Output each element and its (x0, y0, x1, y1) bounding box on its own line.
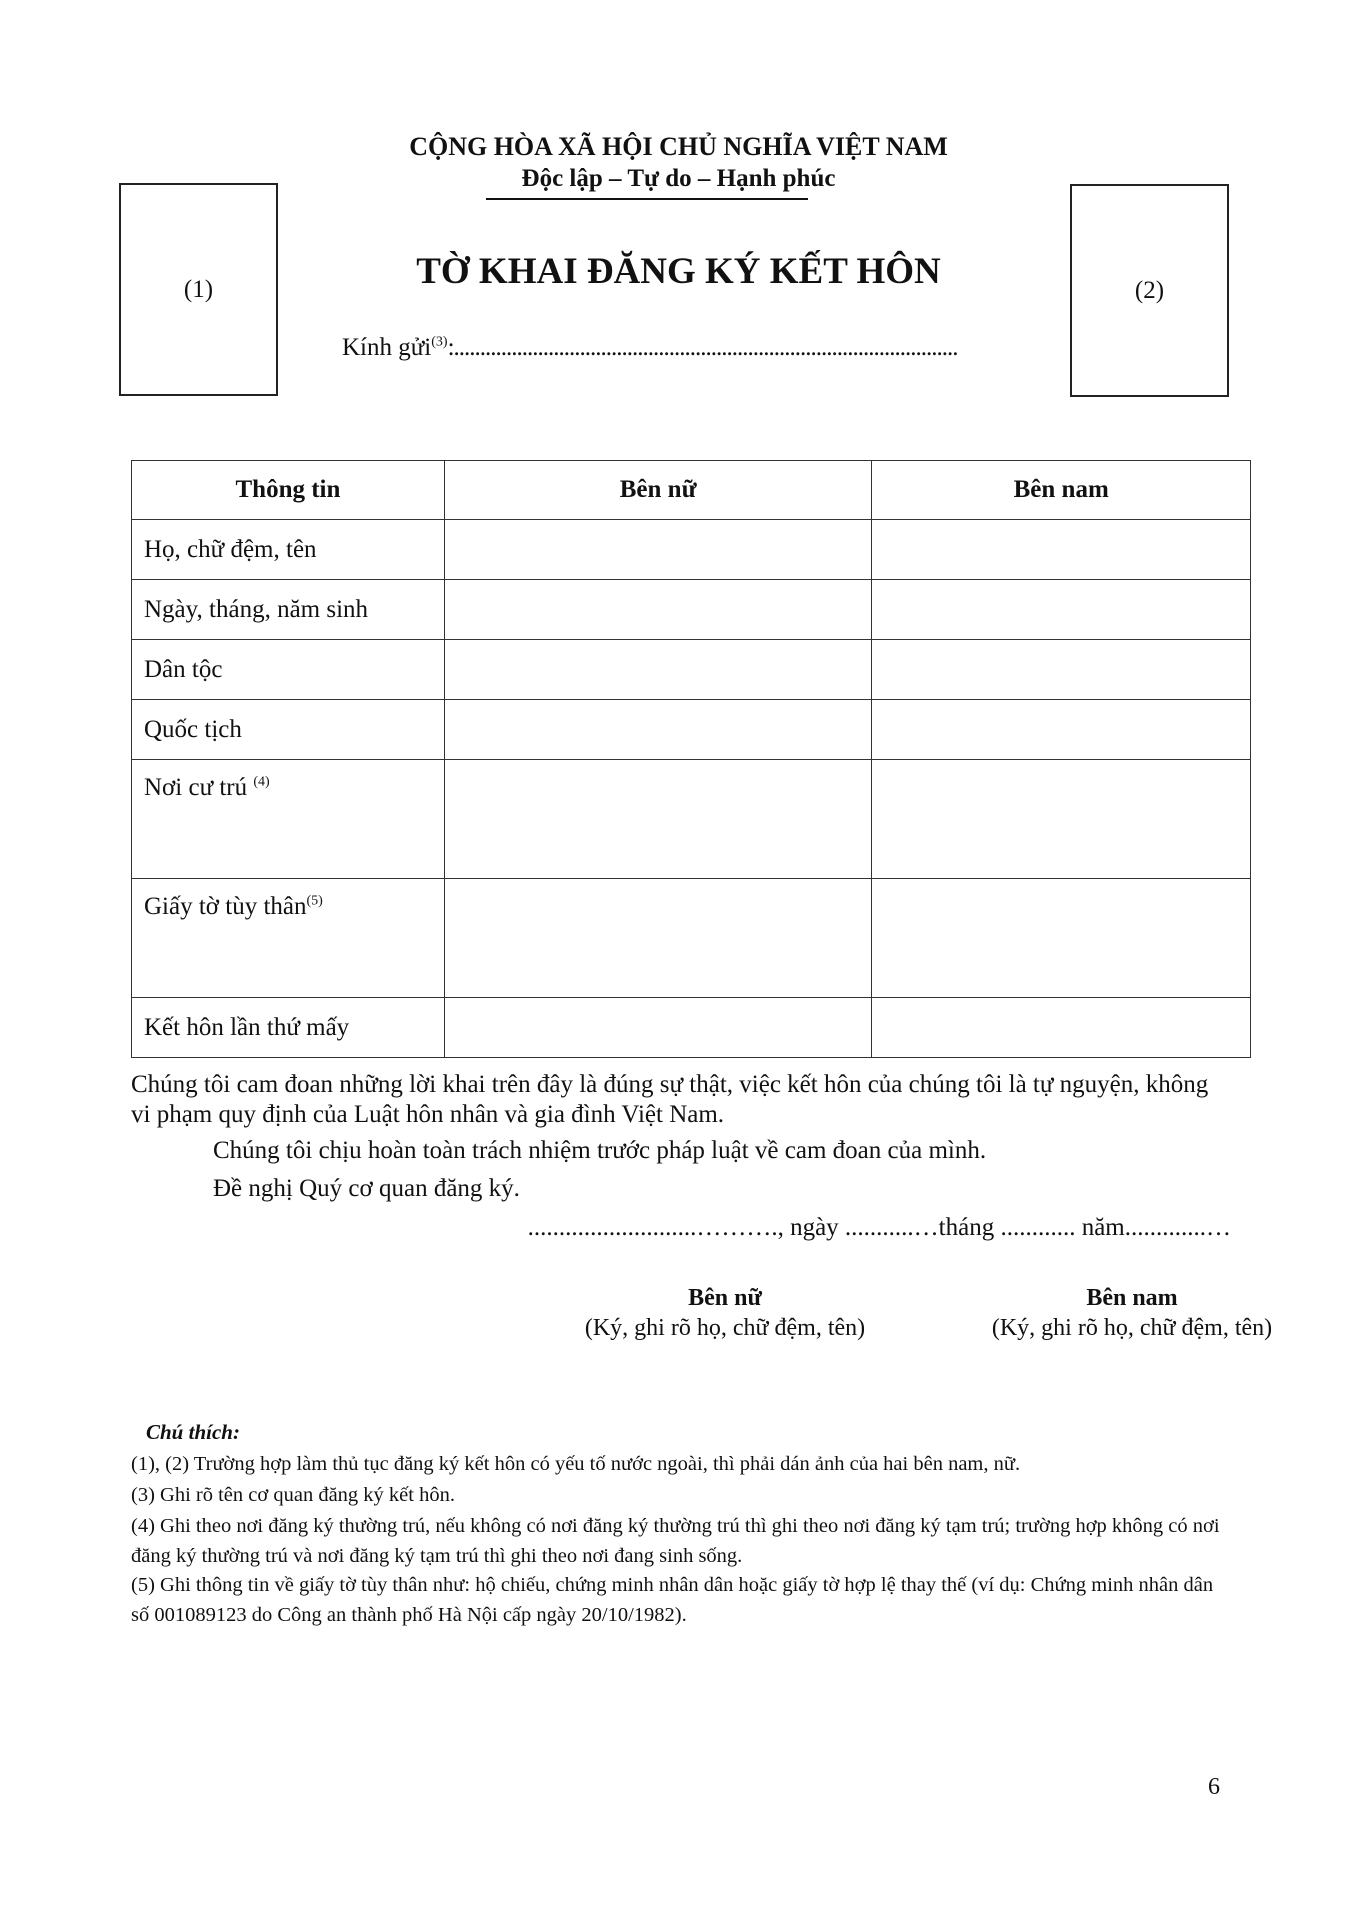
male-cell[interactable] (872, 700, 1251, 760)
header-male: Bên nam (872, 461, 1251, 520)
greeting-footnote-ref: (3) (431, 334, 448, 350)
note-2: (3) Ghi rõ tên cơ quan đăng ký kết hôn. (131, 1484, 455, 1506)
table-row (132, 760, 1251, 879)
male-signature-block[interactable] (952, 1283, 1312, 1343)
male-cell[interactable] (872, 760, 1251, 879)
motto-underline (486, 198, 808, 200)
female-cell[interactable] (444, 520, 872, 580)
row-footnote-ref: (4) (253, 774, 270, 790)
male-cell[interactable] (872, 580, 1251, 640)
female-signature-block[interactable] (545, 1283, 905, 1343)
greeting-label: Kính gửi (342, 334, 432, 361)
row-label (132, 998, 445, 1058)
row-label-text: Kết hôn lần thứ mấy (144, 1013, 350, 1041)
male-cell[interactable] (872, 879, 1251, 998)
male-signature-note: (Ký, ghi rõ họ, chữ đệm, tên) (991, 1315, 1273, 1341)
table-header-row (132, 461, 1251, 520)
greeting-fill-line[interactable]: :................................................................................................ (447, 334, 958, 361)
declaration-paragraph: Chúng tôi cam đoan những lời khai trên đây là đúng sự thật, việc kết hôn của chúng tôi là tự nguyện, không vi phạm quy định của Luật hôn nhân và gia đình Việt Nam. (131, 1071, 1209, 1128)
table-row (132, 998, 1251, 1058)
male-cell[interactable] (872, 640, 1251, 700)
row-label (132, 520, 445, 580)
note-3: (4) Ghi theo nơi đăng ký thường trú, nếu không có nơi đăng ký thường trú thì ghi theo nơi đăng ký tạm trú; trường hợp không có nơi đăng ký thường trú và nơi đăng ký tạm trú thì ghi theo nơi đang sinh sống. (131, 1515, 1220, 1567)
motto-heading: Độc lập – Tự do – Hạnh phúc (521, 165, 836, 192)
header-info: Thông tin (132, 461, 445, 520)
row-label-text: Quốc tịch (144, 715, 242, 743)
row-label-text: Họ, chữ đệm, tên (144, 535, 317, 563)
photo-box-left-label: (1) (183, 275, 214, 303)
female-cell[interactable] (444, 879, 872, 998)
request-paragraph: Đề nghị Quý cơ quan đăng ký. (213, 1175, 520, 1202)
male-cell[interactable] (872, 998, 1251, 1058)
date-line[interactable]: ...........................………., ngày ...........…tháng ............ năm.............… (527, 1214, 1231, 1241)
row-label (132, 879, 445, 998)
table-row (132, 520, 1251, 580)
male-cell[interactable] (872, 520, 1251, 580)
row-label-text: Nơi cư trú (144, 774, 254, 801)
female-cell[interactable] (444, 640, 872, 700)
info-table (131, 460, 1251, 1058)
responsibility-paragraph: Chúng tôi chịu hoàn toàn trách nhiệm trước pháp luật về cam đoan của mình. (213, 1137, 987, 1164)
female-cell[interactable] (444, 700, 872, 760)
table-row (132, 700, 1251, 760)
greeting-line (342, 334, 958, 362)
row-footnote-ref: (5) (306, 893, 323, 909)
table-row (132, 879, 1251, 998)
row-label (132, 580, 445, 640)
notes-title: Chú thích: (146, 1420, 240, 1444)
table-row (132, 640, 1251, 700)
female-cell[interactable] (444, 760, 872, 879)
header-female: Bên nữ (444, 461, 872, 520)
row-label (132, 700, 445, 760)
nation-heading: CỘNG HÒA XÃ HỘI CHỦ NGHĨA VIỆT NAM (409, 132, 948, 161)
female-signature-note: (Ký, ghi rõ họ, chữ đệm, tên) (584, 1315, 866, 1341)
note-1: (1), (2) Trường hợp làm thủ tục đăng ký kết hôn có yếu tố nước ngoài, thì phải dán ảnh của hai bên nam, nữ. (131, 1453, 1021, 1475)
note-4: (5) Ghi thông tin về giấy tờ tùy thân như: hộ chiếu, chứng minh nhân dân hoặc giấy tờ hợp lệ thay thế (ví dụ: Chứng minh nhân dân số 001089123 do Công an thành phố Hà Nội cấp ngày 20/10/1982). (131, 1574, 1214, 1626)
female-cell[interactable] (444, 998, 872, 1058)
male-signature-title: Bên nam (1086, 1285, 1178, 1311)
table-row (132, 580, 1251, 640)
row-label (132, 760, 445, 879)
row-label (132, 640, 445, 700)
row-label-text: Giấy tờ tùy thân (144, 893, 307, 920)
row-label-text: Dân tộc (144, 655, 223, 683)
female-cell[interactable] (444, 580, 872, 640)
female-signature-title: Bên nữ (688, 1285, 762, 1311)
form-title: TỜ KHAI ĐĂNG KÝ KẾT HÔN (416, 251, 941, 292)
row-label-text: Ngày, tháng, năm sinh (144, 595, 369, 623)
page-number: 6 (1208, 1774, 1220, 1800)
photo-box-right-label: (2) (1134, 276, 1165, 304)
